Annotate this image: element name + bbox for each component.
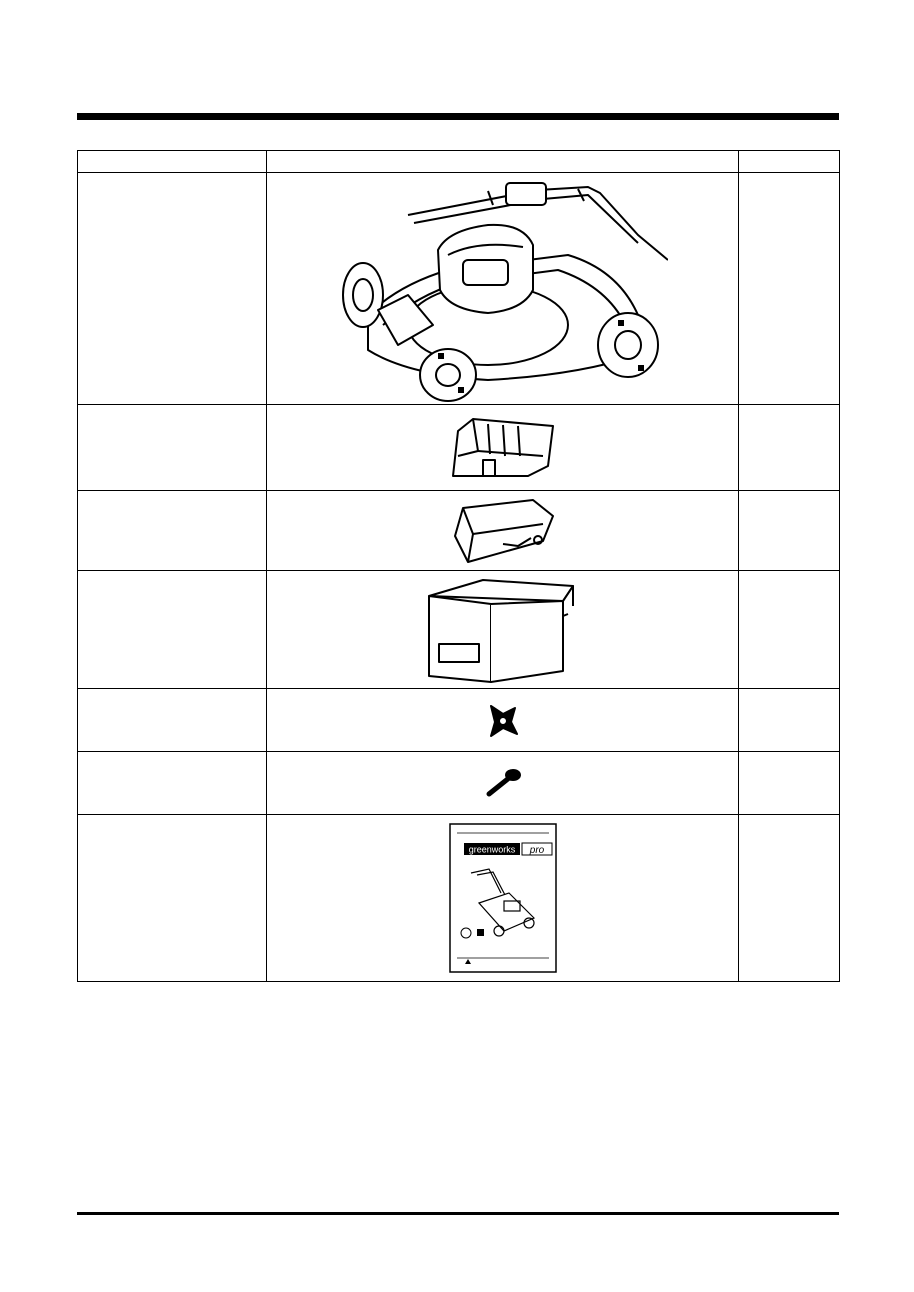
part-description — [78, 571, 267, 689]
header-rule — [77, 113, 839, 120]
table-row — [78, 405, 840, 491]
part-quantity — [739, 491, 840, 571]
part-description — [78, 491, 267, 571]
part-image — [267, 815, 739, 982]
footer-rule — [77, 1212, 839, 1215]
part-description — [78, 405, 267, 491]
part-image — [267, 689, 739, 752]
part-quantity — [739, 689, 840, 752]
parts-list-table — [77, 150, 840, 982]
part-image — [267, 173, 739, 405]
lawn-mower-icon — [338, 175, 668, 403]
manual-brand-name: greenworks — [468, 844, 515, 855]
operator-manual-icon — [449, 823, 557, 973]
part-description — [78, 689, 267, 752]
part-image — [267, 405, 739, 491]
part-image — [267, 491, 739, 571]
part-description — [78, 752, 267, 815]
part-quantity — [739, 173, 840, 405]
table-row — [78, 689, 840, 752]
header-quantity — [739, 151, 840, 173]
table-row — [78, 815, 840, 982]
table-header-row — [78, 151, 840, 173]
grass-bag-icon — [423, 576, 583, 684]
part-description — [78, 815, 267, 982]
part-quantity — [739, 571, 840, 689]
part-image — [267, 752, 739, 815]
table-row — [78, 571, 840, 689]
header-description — [78, 151, 267, 173]
header-image — [267, 151, 739, 173]
knob-icon — [483, 700, 523, 740]
mulching-plug-icon — [448, 416, 558, 480]
manual-brand-suffix: pro — [529, 845, 544, 856]
bolt-icon — [483, 768, 523, 798]
part-quantity — [739, 405, 840, 491]
table-row — [78, 491, 840, 571]
part-quantity — [739, 752, 840, 815]
table-row — [78, 752, 840, 815]
part-description — [78, 173, 267, 405]
side-discharge-chute-icon — [443, 496, 563, 566]
part-quantity — [739, 815, 840, 982]
part-image — [267, 571, 739, 689]
table-row — [78, 173, 840, 405]
